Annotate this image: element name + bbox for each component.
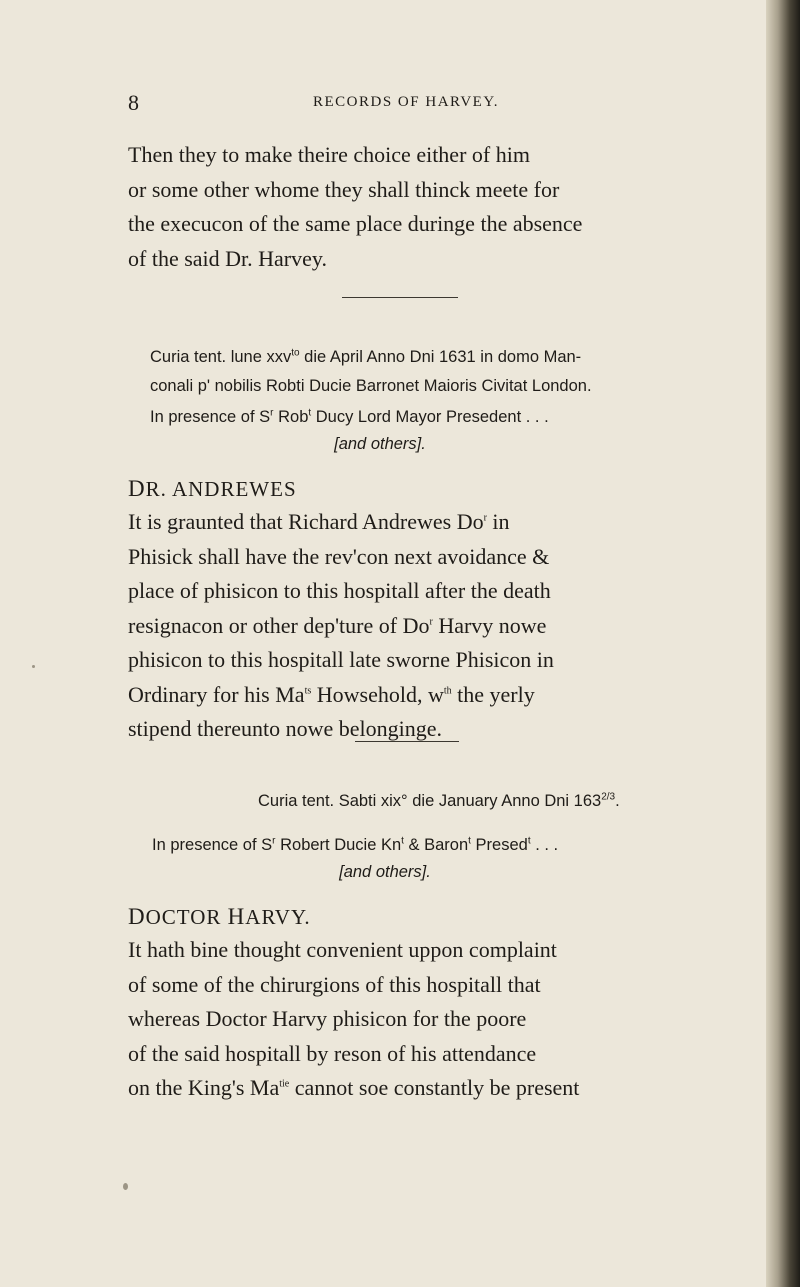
text-line: Then they to make theire choice either of him xyxy=(128,142,530,167)
paragraph-choice xyxy=(128,138,686,276)
text-line: whereas Doctor Harvy phisicon for the poore xyxy=(128,1006,527,1031)
text-line: resignacon or other dep'ture of Do$^r$ Harvy nowe xyxy=(128,612,547,638)
text-line: Phisick shall have the rev'con next avoidance & xyxy=(128,543,550,569)
heading-dr-andrewes: DR. ANDREWES xyxy=(128,476,297,501)
court-place-line: conali p' nobilis Robti Ducie Barronet Maioris Civitat London. xyxy=(150,377,592,395)
court-record-2: Curia tent. Sabti xix° die January Anno Dni $163^{2/3}$. xyxy=(258,791,620,810)
section-divider xyxy=(342,297,458,298)
paragraph-harvy xyxy=(128,933,686,1106)
text-line: of the said hospitall by reson of his attendance xyxy=(128,1040,537,1066)
and-others-2: [and others]. xyxy=(339,863,431,881)
and-others-1: [and others]. xyxy=(334,435,426,453)
running-title: RECORDS OF HARVEY. xyxy=(313,94,499,110)
ink-spot xyxy=(123,1183,128,1190)
court-date-line: Curia tent. lune xxv$^{to}$ die April Anno Dni 1631 in domo Man- xyxy=(150,347,582,366)
page-number: 8 xyxy=(128,90,141,115)
presence-line-1: In presence of $S^r$ Rob$^t$ Ducy Lord Mayor Presedent . . . xyxy=(150,407,549,426)
heading-doctor-harvy: DOCTOR HARVY. xyxy=(128,904,311,929)
text-line: phisicon to this hospitall late sworne Phisicon in xyxy=(128,647,554,672)
text-line: the execucon of the same place duringe the absence xyxy=(128,211,583,236)
text-line: It hath bine thought convenient uppon complaint xyxy=(128,937,557,962)
presence-line-2: In presence of $S^r$ Robert Ducie Kn$^t$ & Baron$^t$ Presed$^t$ . . . xyxy=(152,835,559,854)
court-record-1 xyxy=(150,343,690,401)
paragraph-andrewes xyxy=(128,505,686,747)
text-line: Ordinary for his $Ma^{ts}$ Howsehold, $w^{th}$ the yerly xyxy=(128,681,535,707)
book-spine-shadow xyxy=(766,0,800,1287)
text-line: on the King's $Ma^{tie}$ cannot soe constantly be present xyxy=(128,1075,580,1100)
text-line: of some of the chirurgions of this hospitall that xyxy=(128,971,541,997)
text-line: It is graunted that Richard Andrewes Do$^r$ in xyxy=(128,509,510,534)
text-line: place of phisicon to this hospitall after the death xyxy=(128,578,551,603)
text-line: or some other whome they shall thinck meete for xyxy=(128,176,560,202)
text-line: stipend thereunto nowe belonginge. xyxy=(128,716,443,741)
text-line: of the said Dr. Harvey. xyxy=(128,245,327,271)
ink-spot xyxy=(32,665,35,668)
section-divider xyxy=(355,741,459,742)
page-header xyxy=(128,90,684,114)
